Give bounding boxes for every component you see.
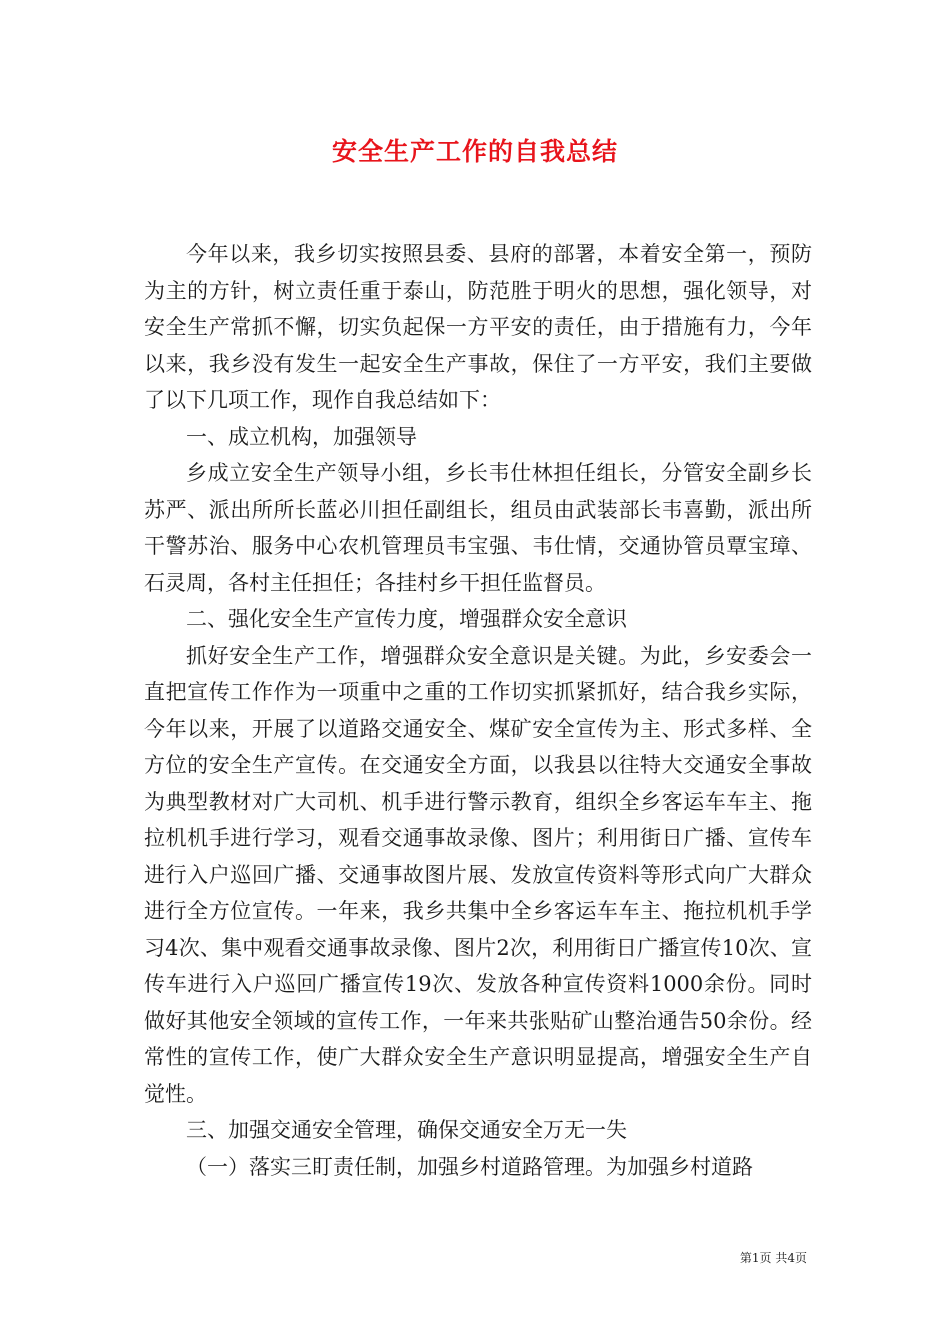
page-number: 第1页 共4页 xyxy=(739,1251,807,1265)
section-3-subheading-paragraph: （一）落实三盯责任制，加强乡村道路管理。为加强乡村道路 xyxy=(186,1154,753,1179)
section-1-paragraph: 乡成立安全生产领导小组，乡长韦仕林担任组长，分管安全副乡长苏严、派出所所长蓝必川担任副组长，组员由武装部长韦喜勤，派出所干警苏治、服务中心农机管理员韦宝强、韦仕情，交通协管员覃宝璋、石灵周，各村主任担任；各挂村乡干担任监督员。 xyxy=(144,461,812,595)
section-2-paragraph: 抓好安全生产工作，增强群众安全意识是关键。为此，乡安委会一直把宣传工作作为一项重中之重的工作切实抓紧抓好，结合我乡实际，今年以来，开展了以道路交通安全、煤矿安全宣传为主、形式多样、全方位的安全生产宣传。在交通安全方面，以我县以往特大交通安全事故为典型教材对广大司机、机手进行警示教育，组织全乡客运车车主、拖拉机机手进行学习，观看交通事故录像、图片；利用街日广播、宣传车进行入户巡回广播、交通事故图片展、发放宣传资料等形式向广大群众进行全方位宣传。一年来，我乡共集中全乡客运车车主、拖拉机机手学习4次、集中观看交通事故录像、图片2次，利用街日广播宣传10次、宣传车进行入户巡回广播宣传19次、发放各种宣传资料1000余份。同时做好其他安全领域的宣传工作，一年来共张贴矿山整治通告50余份。经常性的宣传工作，使广大群众安全生产意识明显提高，增强安全生产自觉性。 xyxy=(144,643,812,1106)
document-title: 安全生产工作的自我总结 xyxy=(331,137,618,166)
section-heading-2: 二、强化安全生产宣传力度，增强群众安全意识 xyxy=(186,607,627,631)
intro-paragraph: 今年以来，我乡切实按照县委、县府的部署，本着安全第一，预防为主的方针，树立责任重于泰山，防范胜于明火的思想，强化领导，对安全生产常抓不懈，切实负起保一方平安的责任，由于措施有力，今年以来，我乡没有发生一起安全生产事故，保住了一方平安，我们主要做了以下几项工作，现作自我总结如下： xyxy=(144,242,812,412)
section-heading-1: 一、成立机构，加强领导 xyxy=(186,424,417,449)
section-heading-3: 三、加强交通安全管理，确保交通安全万无一失 xyxy=(186,1118,627,1142)
document-body xyxy=(144,236,812,1185)
